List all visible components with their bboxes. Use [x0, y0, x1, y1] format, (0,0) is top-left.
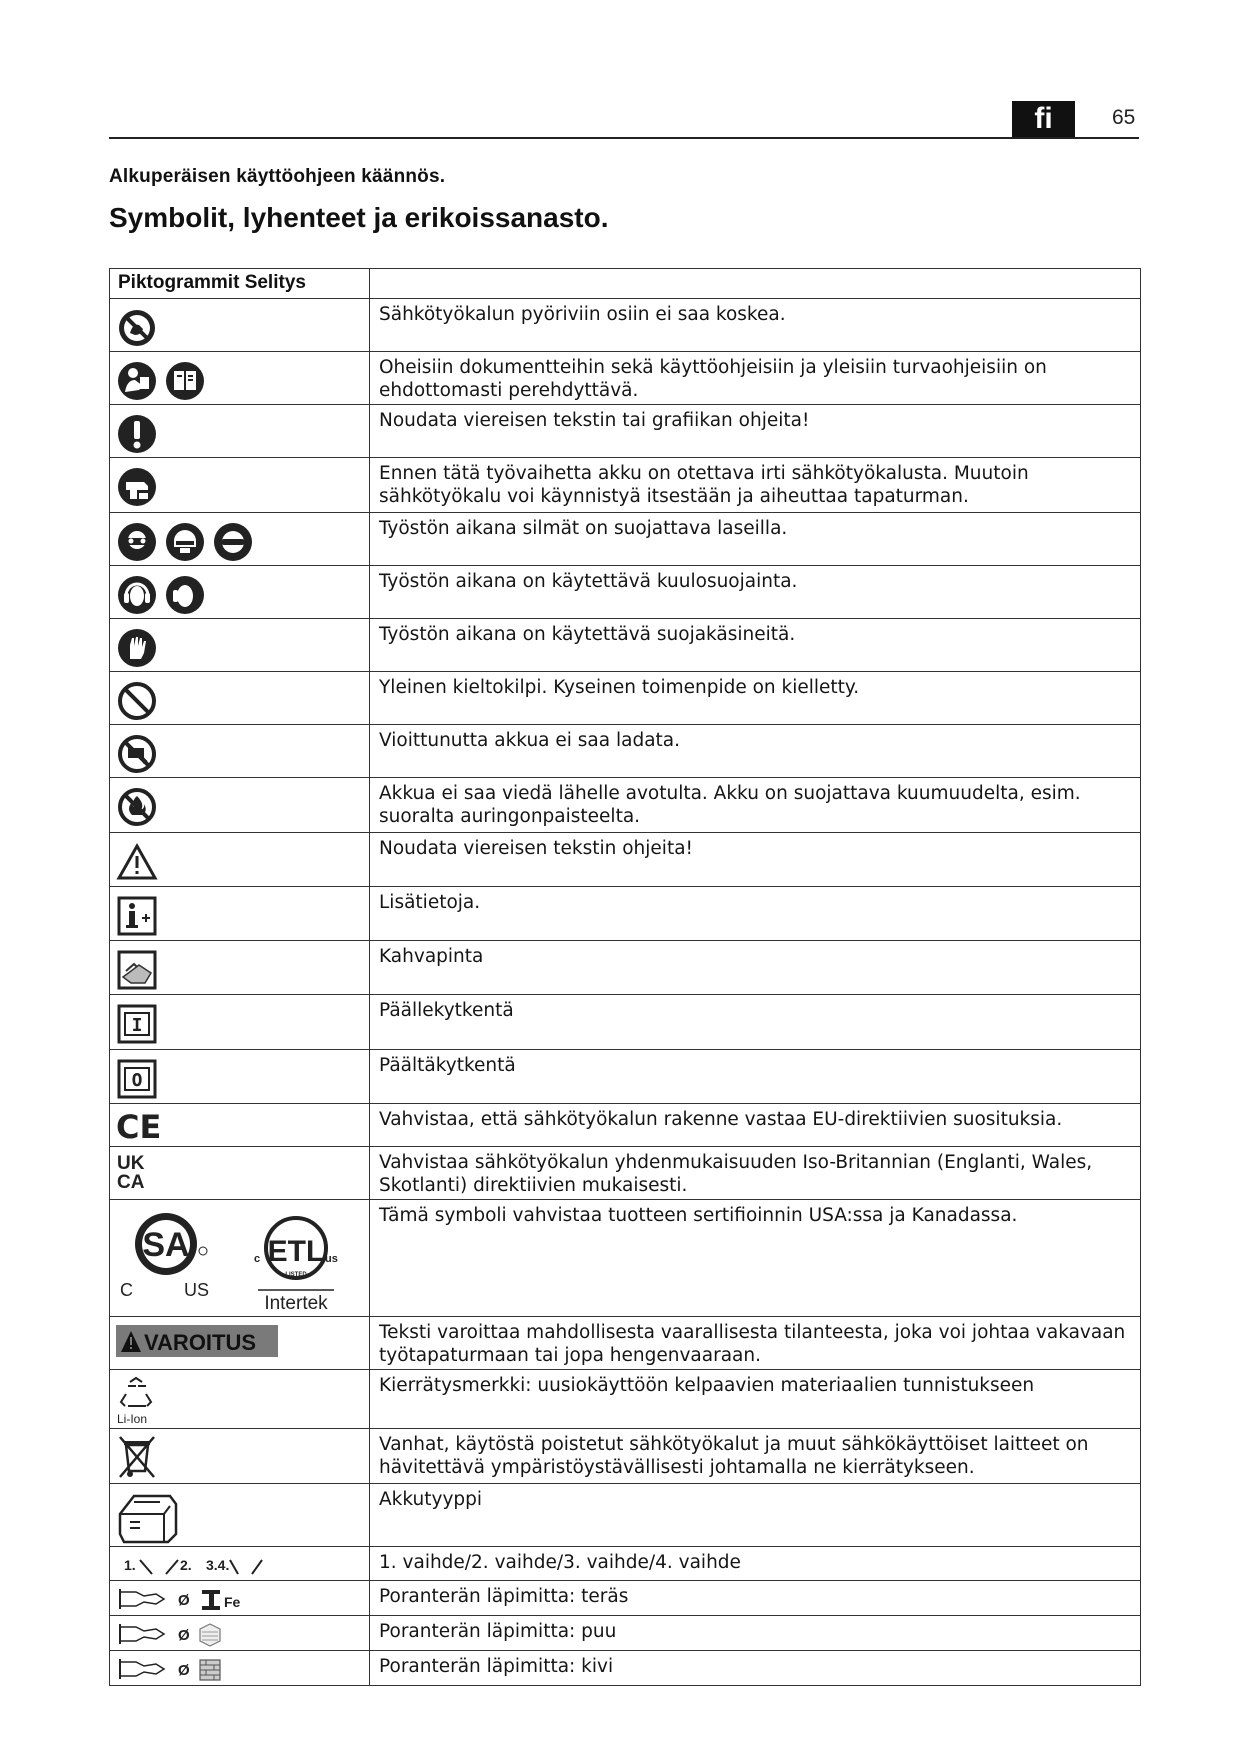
- description-cell: Työstön aikana on käytettävä kuulosuojainta.: [370, 566, 1141, 619]
- pictogram-cell: [110, 1147, 370, 1200]
- grip-surface-icon: [116, 949, 158, 991]
- table-header-row: [110, 269, 1141, 299]
- csa-mark-icon: [116, 1206, 226, 1306]
- drill-wood-icon: [116, 1621, 276, 1647]
- no-fire-icon: [116, 786, 158, 828]
- table-header-empty: [370, 269, 1141, 299]
- description-cell: Akkua ei saa viedä lähelle avotulta. Akku on suojattava kuumuudelta, esim. suoralta auringonpaisteelta.: [370, 778, 1141, 833]
- description-cell: Päällekytkentä: [370, 995, 1141, 1050]
- svg-text:Fe: Fe: [224, 1594, 241, 1610]
- description-cell: Ennen tätä työvaihetta akku on otettava irti sähkötyökalusta. Muutoin sähkötyökalu voi käynnistyä itsestään ja aiheuttaa tapaturman.: [370, 458, 1141, 513]
- description-cell: Poranterän läpimitta: puu: [370, 1616, 1141, 1651]
- svg-text:Ø: Ø: [178, 1592, 190, 1609]
- table-row: [110, 887, 1141, 941]
- svg-text:CE: CE: [116, 1110, 162, 1142]
- svg-text:UK: UK: [117, 1153, 145, 1174]
- no-charge-damaged-icon: [116, 733, 158, 775]
- table-row: [110, 778, 1141, 833]
- no-touch-rotating-icon: [116, 307, 158, 349]
- description-cell: Työstön aikana on käytettävä suojakäsineitä.: [370, 619, 1141, 672]
- table-row: [110, 725, 1141, 778]
- pictogram-cell: [110, 1200, 370, 1317]
- pictogram-cell: [110, 672, 370, 725]
- svg-text:SA: SA: [142, 1226, 190, 1264]
- recycling-li-ion-icon: [116, 1374, 158, 1426]
- svg-text:us: us: [325, 1253, 338, 1265]
- power-off-icon: [116, 1058, 158, 1100]
- header-divider: [109, 137, 1139, 139]
- drill-steel-icon: [116, 1586, 276, 1612]
- description-cell: Kahvapinta: [370, 941, 1141, 995]
- svg-text:CA: CA: [117, 1172, 145, 1192]
- table-row: [110, 1484, 1141, 1547]
- gear-selection-icon: [116, 1552, 276, 1578]
- svg-text:VAROITUS: VAROITUS: [144, 1330, 257, 1355]
- svg-text:C: C: [120, 1280, 133, 1300]
- description-cell: 1. vaihde/2. vaihde/3. vaihde/4. vaihde: [370, 1547, 1141, 1581]
- info-plus-icon: [116, 895, 158, 937]
- description-cell: Tämä symboli vahvistaa tuotteen sertifioinnin USA:ssa ja Kanadassa.: [370, 1200, 1141, 1317]
- svg-text:Ø: Ø: [178, 1662, 190, 1679]
- description-cell: Yleinen kieltokilpi. Kyseinen toimenpide on kielletty.: [370, 672, 1141, 725]
- table-row: [110, 941, 1141, 995]
- svg-text:c: c: [254, 1253, 261, 1265]
- svg-text:3.4.: 3.4.: [206, 1557, 230, 1573]
- pictogram-cell: [110, 833, 370, 887]
- table-row: [110, 1104, 1141, 1147]
- table-row: [110, 1616, 1141, 1651]
- table-row: [110, 995, 1141, 1050]
- table-row: [110, 1200, 1141, 1317]
- symbols-table: [109, 268, 1141, 1686]
- description-cell: Akkutyyppi: [370, 1484, 1141, 1547]
- table-row: [110, 1429, 1141, 1484]
- drill-stone-icon: [116, 1656, 276, 1682]
- ear-muffs-icon: [164, 574, 206, 616]
- table-row: [110, 513, 1141, 566]
- pictogram-cell: [110, 995, 370, 1050]
- goggles-icon: [116, 521, 158, 563]
- svg-text:2.: 2.: [180, 1557, 192, 1573]
- table-row: [110, 299, 1141, 352]
- face-shield-icon: [164, 521, 206, 563]
- pictogram-cell: [110, 352, 370, 405]
- description-cell: Päältäkytkentä: [370, 1050, 1141, 1104]
- pictogram-cell: [110, 1651, 370, 1686]
- svg-text:US: US: [184, 1280, 210, 1300]
- eye-protection-icon: [212, 521, 254, 563]
- table-row: [110, 1581, 1141, 1616]
- description-cell: Poranterän läpimitta: kivi: [370, 1651, 1141, 1686]
- pictogram-cell: [110, 566, 370, 619]
- table-row: [110, 672, 1141, 725]
- table-row: [110, 405, 1141, 458]
- pictogram-cell: [110, 405, 370, 458]
- description-cell: Vahvistaa sähkötyökalun yhdenmukaisuuden Iso-Britannian (Englanti, Wales, Skotlanti) direktiivien mukaisesti.: [370, 1147, 1141, 1200]
- svg-text:I: I: [131, 1015, 143, 1036]
- ukca-mark-icon: [116, 1152, 156, 1192]
- description-cell: Noudata viereisen tekstin ohjeita!: [370, 833, 1141, 887]
- table-row: [110, 1317, 1141, 1370]
- table-row: [110, 352, 1141, 405]
- pictogram-cell: [110, 1317, 370, 1370]
- ce-mark-icon: [116, 1110, 162, 1142]
- weee-bin-icon: [116, 1433, 158, 1481]
- svg-text:ETL: ETL: [267, 1235, 325, 1268]
- pictogram-cell: [110, 1050, 370, 1104]
- pictogram-cell: [110, 1484, 370, 1547]
- description-cell: Kierrätysmerkki: uusiokäyttöön kelpaavien materiaalien tunnistukseen: [370, 1370, 1141, 1429]
- table-row: [110, 833, 1141, 887]
- prohibition-icon: [116, 680, 158, 722]
- exclamation-icon: [116, 413, 158, 455]
- varoitus-label-icon: [116, 1325, 278, 1357]
- pictogram-cell: [110, 725, 370, 778]
- battery-type-icon: [116, 1490, 180, 1544]
- description-cell: Työstön aikana silmät on suojattava laseilla.: [370, 513, 1141, 566]
- pictogram-cell: [110, 1581, 370, 1616]
- description-cell: Noudata viereisen tekstin tai grafiikan ohjeita!: [370, 405, 1141, 458]
- description-cell: Oheisiin dokumentteihin sekä käyttöohjeisiin ja yleisiin turvaohjeisiin on ehdottomasti perehdyttävä.: [370, 352, 1141, 405]
- pictogram-cell: [110, 299, 370, 352]
- person-reading-icon: [116, 360, 158, 402]
- language-badge: fi: [1012, 101, 1075, 137]
- description-cell: Vioittunutta akkua ei saa ladata.: [370, 725, 1141, 778]
- ear-protection-icon: [116, 574, 158, 616]
- power-on-icon: [116, 1003, 158, 1045]
- pictogram-cell: [110, 1547, 370, 1581]
- pictogram-cell: [110, 1104, 370, 1147]
- gloves-icon: [116, 627, 158, 669]
- pictogram-cell: [110, 1370, 370, 1429]
- svg-text:O: O: [131, 1070, 143, 1091]
- remove-battery-icon: [116, 466, 158, 508]
- table-header-label: Piktogrammit Selitys: [110, 269, 370, 299]
- read-manual-icon: [164, 360, 206, 402]
- page-number: 65: [1112, 106, 1136, 129]
- pictogram-cell: [110, 941, 370, 995]
- table-row: [110, 1651, 1141, 1686]
- table-row: [110, 619, 1141, 672]
- table-row: [110, 1147, 1141, 1200]
- table-row: [110, 458, 1141, 513]
- pictogram-cell: [110, 513, 370, 566]
- description-cell: Lisätietoja.: [370, 887, 1141, 941]
- description-cell: Poranterän läpimitta: teräs: [370, 1581, 1141, 1616]
- table-row: [110, 1050, 1141, 1104]
- table-row: [110, 1547, 1141, 1581]
- svg-text:Li-Ion: Li-Ion: [117, 1412, 148, 1426]
- svg-text:1.: 1.: [124, 1557, 136, 1573]
- svg-text:LISTED: LISTED: [285, 1272, 307, 1278]
- pictogram-cell: [110, 887, 370, 941]
- etl-mark-icon: [246, 1206, 346, 1314]
- pictogram-cell: [110, 458, 370, 513]
- document-subtitle: Alkuperäisen käyttöohjeen käännös.: [109, 166, 446, 187]
- pictogram-cell: [110, 1616, 370, 1651]
- pictogram-cell: [110, 1429, 370, 1484]
- table-row: [110, 566, 1141, 619]
- table-row: [110, 1370, 1141, 1429]
- svg-text:Intertek: Intertek: [264, 1293, 328, 1314]
- warning-triangle-icon: [116, 841, 158, 883]
- pictogram-cell: [110, 778, 370, 833]
- pictogram-cell: [110, 619, 370, 672]
- description-cell: Vahvistaa, että sähkötyökalun rakenne vastaa EU-direktiivien suosituksia.: [370, 1104, 1141, 1147]
- description-cell: Teksti varoittaa mahdollisesta vaarallisesta tilanteesta, joka voi johtaa vakavaan työtapaturmaan tai jopa hengenvaaraan.: [370, 1317, 1141, 1370]
- description-cell: Sähkötyökalun pyöriviin osiin ei saa koskea.: [370, 299, 1141, 352]
- svg-text:Ø: Ø: [178, 1627, 190, 1644]
- description-cell: Vanhat, käytöstä poistetut sähkötyökalut ja muut sähkökäyttöiset laitteet on hävitettävä ympäristöystävällisesti johtamalla ne kierrätykseen.: [370, 1429, 1141, 1484]
- page-title: Symbolit, lyhenteet ja erikoissanasto.: [109, 202, 609, 233]
